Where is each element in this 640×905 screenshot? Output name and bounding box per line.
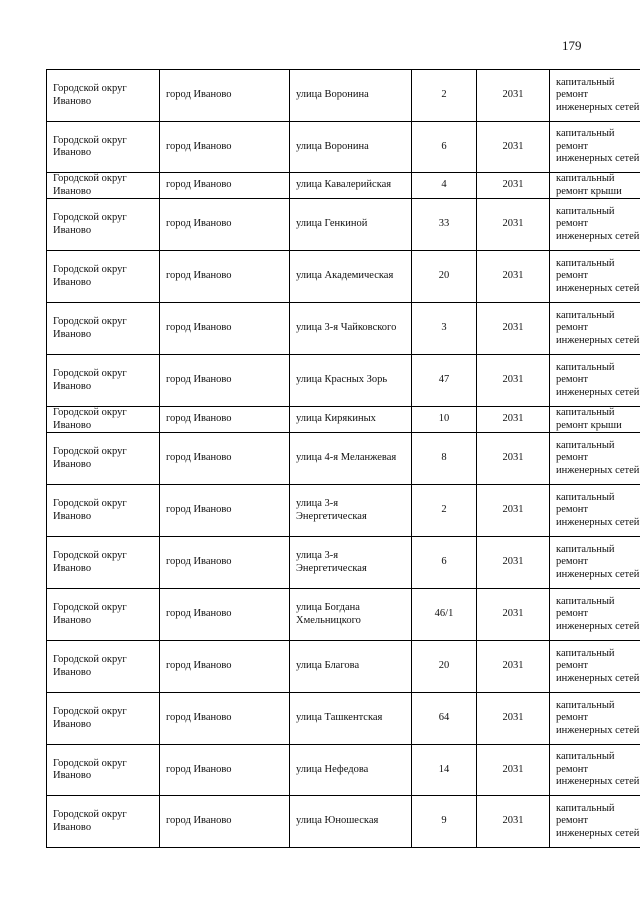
cell-settlement: [160, 745, 290, 796]
cell-municipality-text: Городской округ Иваново: [53, 83, 127, 107]
cell-year: [477, 70, 550, 122]
cell-house-number: [412, 407, 477, 433]
cell-street: [290, 485, 412, 537]
cell-municipality: [47, 303, 160, 355]
cell-work-type-text: капитальный ремонт инженерных сетей: [556, 361, 640, 398]
cell-house-number: [412, 745, 477, 796]
cell-municipality-text: Городской округ Иваново: [53, 134, 127, 158]
cell-municipality: [47, 641, 160, 693]
page-number: 179: [562, 38, 582, 53]
cell-house-number-text: 10: [438, 413, 450, 425]
cell-work-type: [550, 173, 640, 199]
cell-street-text: улица Юношеская: [296, 815, 379, 827]
cell-house-number: [412, 641, 477, 693]
cell-municipality: [47, 199, 160, 251]
cell-work-type-text: капитальный ремонт инженерных сетей: [556, 647, 640, 684]
cell-work-type-text: капитальный ремонт крыши: [556, 407, 622, 431]
cell-work-type-text: капитальный ремонт инженерных сетей: [556, 76, 640, 113]
cell-settlement-text: город Иваново: [166, 413, 232, 425]
cell-work-type: [550, 693, 640, 745]
cell-municipality: [47, 485, 160, 537]
cell-street: [290, 589, 412, 641]
cell-municipality: [47, 70, 160, 122]
cell-work-type-text: капитальный ремонт инженерных сетей: [556, 257, 640, 294]
cell-year-text: 2031: [502, 504, 524, 516]
cell-work-type: [550, 70, 640, 122]
cell-work-type-text: капитальный ремонт инженерных сетей: [556, 802, 640, 839]
table-row: [47, 537, 640, 589]
cell-settlement: [160, 173, 290, 199]
cell-year: [477, 355, 550, 407]
cell-year: [477, 407, 550, 433]
cell-settlement: [160, 407, 290, 433]
cell-work-type: [550, 641, 640, 693]
cell-street: [290, 693, 412, 745]
cell-settlement-text: город Иваново: [166, 660, 232, 672]
table-row: [47, 796, 640, 848]
cell-municipality: [47, 122, 160, 173]
cell-year-text: 2031: [502, 556, 524, 568]
cell-work-type: [550, 251, 640, 303]
cell-settlement-text: город Иваново: [166, 452, 232, 464]
cell-settlement: [160, 537, 290, 589]
table-row: [47, 173, 640, 199]
cell-street-text: улица Нефедова: [296, 763, 369, 775]
cell-settlement: [160, 303, 290, 355]
cell-work-type: [550, 433, 640, 485]
cell-year-text: 2031: [502, 322, 524, 334]
cell-house-number: [412, 303, 477, 355]
cell-work-type: [550, 355, 640, 407]
cell-street: [290, 641, 412, 693]
table-row: [47, 407, 640, 433]
cell-year-text: 2031: [502, 140, 524, 152]
cell-house-number-text: 33: [438, 218, 450, 230]
cell-year-text: 2031: [502, 89, 524, 101]
cell-house-number-text: 6: [441, 556, 447, 568]
cell-street-text: улица Академическая: [296, 270, 394, 282]
cell-street-text: улица Благова: [296, 660, 360, 672]
cell-settlement-text: город Иваново: [166, 179, 232, 191]
table-row: [47, 70, 640, 122]
cell-house-number: [412, 693, 477, 745]
cell-work-type-text: капитальный ремонт инженерных сетей: [556, 491, 640, 528]
cell-street-text: улица 3-я Чайковского: [296, 322, 397, 334]
cell-municipality-text: Городской округ Иваново: [53, 264, 127, 288]
cell-municipality: [47, 433, 160, 485]
cell-settlement-text: город Иваново: [166, 218, 232, 230]
cell-year: [477, 589, 550, 641]
cell-settlement-text: город Иваново: [166, 815, 232, 827]
cell-street-text: улица Кавалерийская: [296, 179, 392, 191]
cell-year-text: 2031: [502, 815, 524, 827]
cell-municipality: [47, 407, 160, 433]
cell-house-number-text: 47: [438, 374, 450, 386]
cell-settlement-text: город Иваново: [166, 763, 232, 775]
cell-house-number-text: 2: [441, 504, 447, 516]
cell-street: [290, 537, 412, 589]
cell-year-text: 2031: [502, 374, 524, 386]
cell-year-text: 2031: [502, 218, 524, 230]
cell-street: [290, 407, 412, 433]
cell-house-number: [412, 796, 477, 848]
cell-street-text: улица Воронина: [296, 140, 369, 152]
cell-work-type-text: капитальный ремонт инженерных сетей: [556, 751, 640, 788]
cell-work-type-text: капитальный ремонт инженерных сетей: [556, 595, 640, 632]
cell-house-number: [412, 433, 477, 485]
cell-municipality-text: Городской округ Иваново: [53, 706, 127, 730]
cell-settlement: [160, 796, 290, 848]
cell-municipality: [47, 745, 160, 796]
table-row: [47, 303, 640, 355]
cell-municipality: [47, 796, 160, 848]
cell-settlement: [160, 199, 290, 251]
cell-settlement-text: город Иваново: [166, 504, 232, 516]
cell-street: [290, 70, 412, 122]
cell-municipality: [47, 355, 160, 407]
cell-settlement: [160, 589, 290, 641]
cell-settlement: [160, 355, 290, 407]
cell-settlement: [160, 693, 290, 745]
cell-municipality: [47, 251, 160, 303]
cell-house-number-text: 2: [441, 89, 447, 101]
cell-work-type-text: капитальный ремонт инженерных сетей: [556, 205, 640, 242]
table-row: [47, 745, 640, 796]
cell-street-text: улица Воронина: [296, 89, 369, 101]
cell-house-number: [412, 199, 477, 251]
cell-settlement-text: город Иваново: [166, 89, 232, 101]
cell-street-text: улица Красных Зорь: [296, 374, 388, 386]
cell-municipality: [47, 173, 160, 199]
cell-year-text: 2031: [502, 712, 524, 724]
cell-work-type-text: капитальный ремонт инженерных сетей: [556, 543, 640, 580]
cell-house-number: [412, 589, 477, 641]
cell-house-number-text: 4: [441, 179, 447, 191]
cell-municipality-text: Городской округ Иваново: [53, 368, 127, 392]
cell-street-text: улица Кирякиных: [296, 413, 376, 425]
cell-house-number: [412, 355, 477, 407]
cell-street: [290, 796, 412, 848]
cell-work-type-text: капитальный ремонт крыши: [556, 173, 622, 197]
cell-house-number-text: 9: [441, 815, 447, 827]
cell-house-number-text: 8: [441, 452, 447, 464]
cell-house-number: [412, 122, 477, 173]
cell-house-number-text: 6: [441, 140, 447, 152]
cell-street-text: улица 4-я Меланжевая: [296, 452, 397, 464]
cell-municipality-text: Городской округ Иваново: [53, 654, 127, 678]
cell-settlement-text: город Иваново: [166, 556, 232, 568]
cell-year: [477, 173, 550, 199]
cell-year: [477, 641, 550, 693]
cell-year-text: 2031: [502, 413, 524, 425]
cell-settlement-text: город Иваново: [166, 712, 232, 724]
table-row: [47, 199, 640, 251]
cell-settlement-text: город Иваново: [166, 270, 232, 282]
cell-municipality-text: Городской округ Иваново: [53, 757, 127, 781]
cell-street-text: улица Богдана Хмельницкого: [296, 602, 361, 626]
cell-settlement: [160, 485, 290, 537]
cell-year-text: 2031: [502, 608, 524, 620]
cell-year: [477, 433, 550, 485]
cell-year-text: 2031: [502, 660, 524, 672]
cell-year: [477, 199, 550, 251]
cell-municipality-text: Городской округ Иваново: [53, 212, 127, 236]
table-row: [47, 355, 640, 407]
cell-house-number-text: 14: [438, 763, 450, 775]
cell-work-type: [550, 303, 640, 355]
cell-municipality-text: Городской округ Иваново: [53, 446, 127, 470]
cell-work-type-text: капитальный ремонт инженерных сетей: [556, 439, 640, 476]
cell-house-number-text: 64: [438, 712, 450, 724]
cell-street: [290, 355, 412, 407]
cell-work-type: [550, 589, 640, 641]
cell-work-type-text: капитальный ремонт инженерных сетей: [556, 128, 640, 165]
cell-work-type: [550, 796, 640, 848]
cell-year-text: 2031: [502, 763, 524, 775]
cell-municipality-text: Городской округ Иваново: [53, 407, 127, 431]
cell-work-type: [550, 745, 640, 796]
cell-settlement: [160, 70, 290, 122]
cell-municipality-text: Городской округ Иваново: [53, 602, 127, 626]
cell-year: [477, 251, 550, 303]
cell-settlement: [160, 122, 290, 173]
cell-municipality-text: Городской округ Иваново: [53, 173, 127, 197]
table-row: [47, 251, 640, 303]
cell-municipality: [47, 693, 160, 745]
cell-street: [290, 122, 412, 173]
cell-settlement-text: город Иваново: [166, 322, 232, 334]
cell-street: [290, 433, 412, 485]
cell-year: [477, 303, 550, 355]
cell-street-text: улица Ташкентская: [296, 712, 383, 724]
cell-house-number-text: 20: [438, 660, 450, 672]
table-row: [47, 693, 640, 745]
cell-house-number-text: 46/1: [434, 608, 454, 620]
cell-year: [477, 122, 550, 173]
cell-house-number-text: 20: [438, 270, 450, 282]
cell-work-type-text: капитальный ремонт инженерных сетей: [556, 309, 640, 346]
cell-municipality-text: Городской округ Иваново: [53, 498, 127, 522]
cell-street-text: улица Генкиной: [296, 218, 368, 230]
table-row: [47, 433, 640, 485]
cell-work-type-text: капитальный ремонт инженерных сетей: [556, 699, 640, 736]
cell-street: [290, 173, 412, 199]
table-body: [47, 70, 640, 848]
cell-year-text: 2031: [502, 270, 524, 282]
cell-work-type: [550, 537, 640, 589]
cell-house-number-text: 3: [441, 322, 447, 334]
cell-street: [290, 199, 412, 251]
cell-settlement-text: город Иваново: [166, 374, 232, 386]
cell-house-number: [412, 70, 477, 122]
cell-settlement: [160, 433, 290, 485]
cell-street-text: улица 3-я Энергетическая: [296, 550, 367, 574]
cell-year: [477, 796, 550, 848]
table-row: [47, 485, 640, 537]
cell-house-number: [412, 485, 477, 537]
cell-settlement: [160, 641, 290, 693]
cell-year: [477, 485, 550, 537]
cell-work-type: [550, 407, 640, 433]
cell-municipality-text: Городской округ Иваново: [53, 316, 127, 340]
cell-work-type: [550, 199, 640, 251]
cell-year: [477, 537, 550, 589]
cell-year-text: 2031: [502, 452, 524, 464]
cell-house-number: [412, 173, 477, 199]
cell-settlement: [160, 251, 290, 303]
cell-year: [477, 745, 550, 796]
cell-house-number: [412, 251, 477, 303]
cell-municipality: [47, 537, 160, 589]
cell-year-text: 2031: [502, 179, 524, 191]
cell-work-type: [550, 485, 640, 537]
repair-schedule-table: [46, 69, 640, 848]
cell-street: [290, 303, 412, 355]
cell-street-text: улица 3-я Энергетическая: [296, 498, 367, 522]
cell-settlement-text: город Иваново: [166, 608, 232, 620]
table-row: [47, 589, 640, 641]
cell-municipality-text: Городской округ Иваново: [53, 550, 127, 574]
cell-municipality-text: Городской округ Иваново: [53, 809, 127, 833]
table-row: [47, 122, 640, 173]
cell-street: [290, 251, 412, 303]
cell-settlement-text: город Иваново: [166, 140, 232, 152]
cell-house-number: [412, 537, 477, 589]
cell-municipality: [47, 589, 160, 641]
table-row: [47, 641, 640, 693]
cell-street: [290, 745, 412, 796]
cell-year: [477, 693, 550, 745]
cell-work-type: [550, 122, 640, 173]
